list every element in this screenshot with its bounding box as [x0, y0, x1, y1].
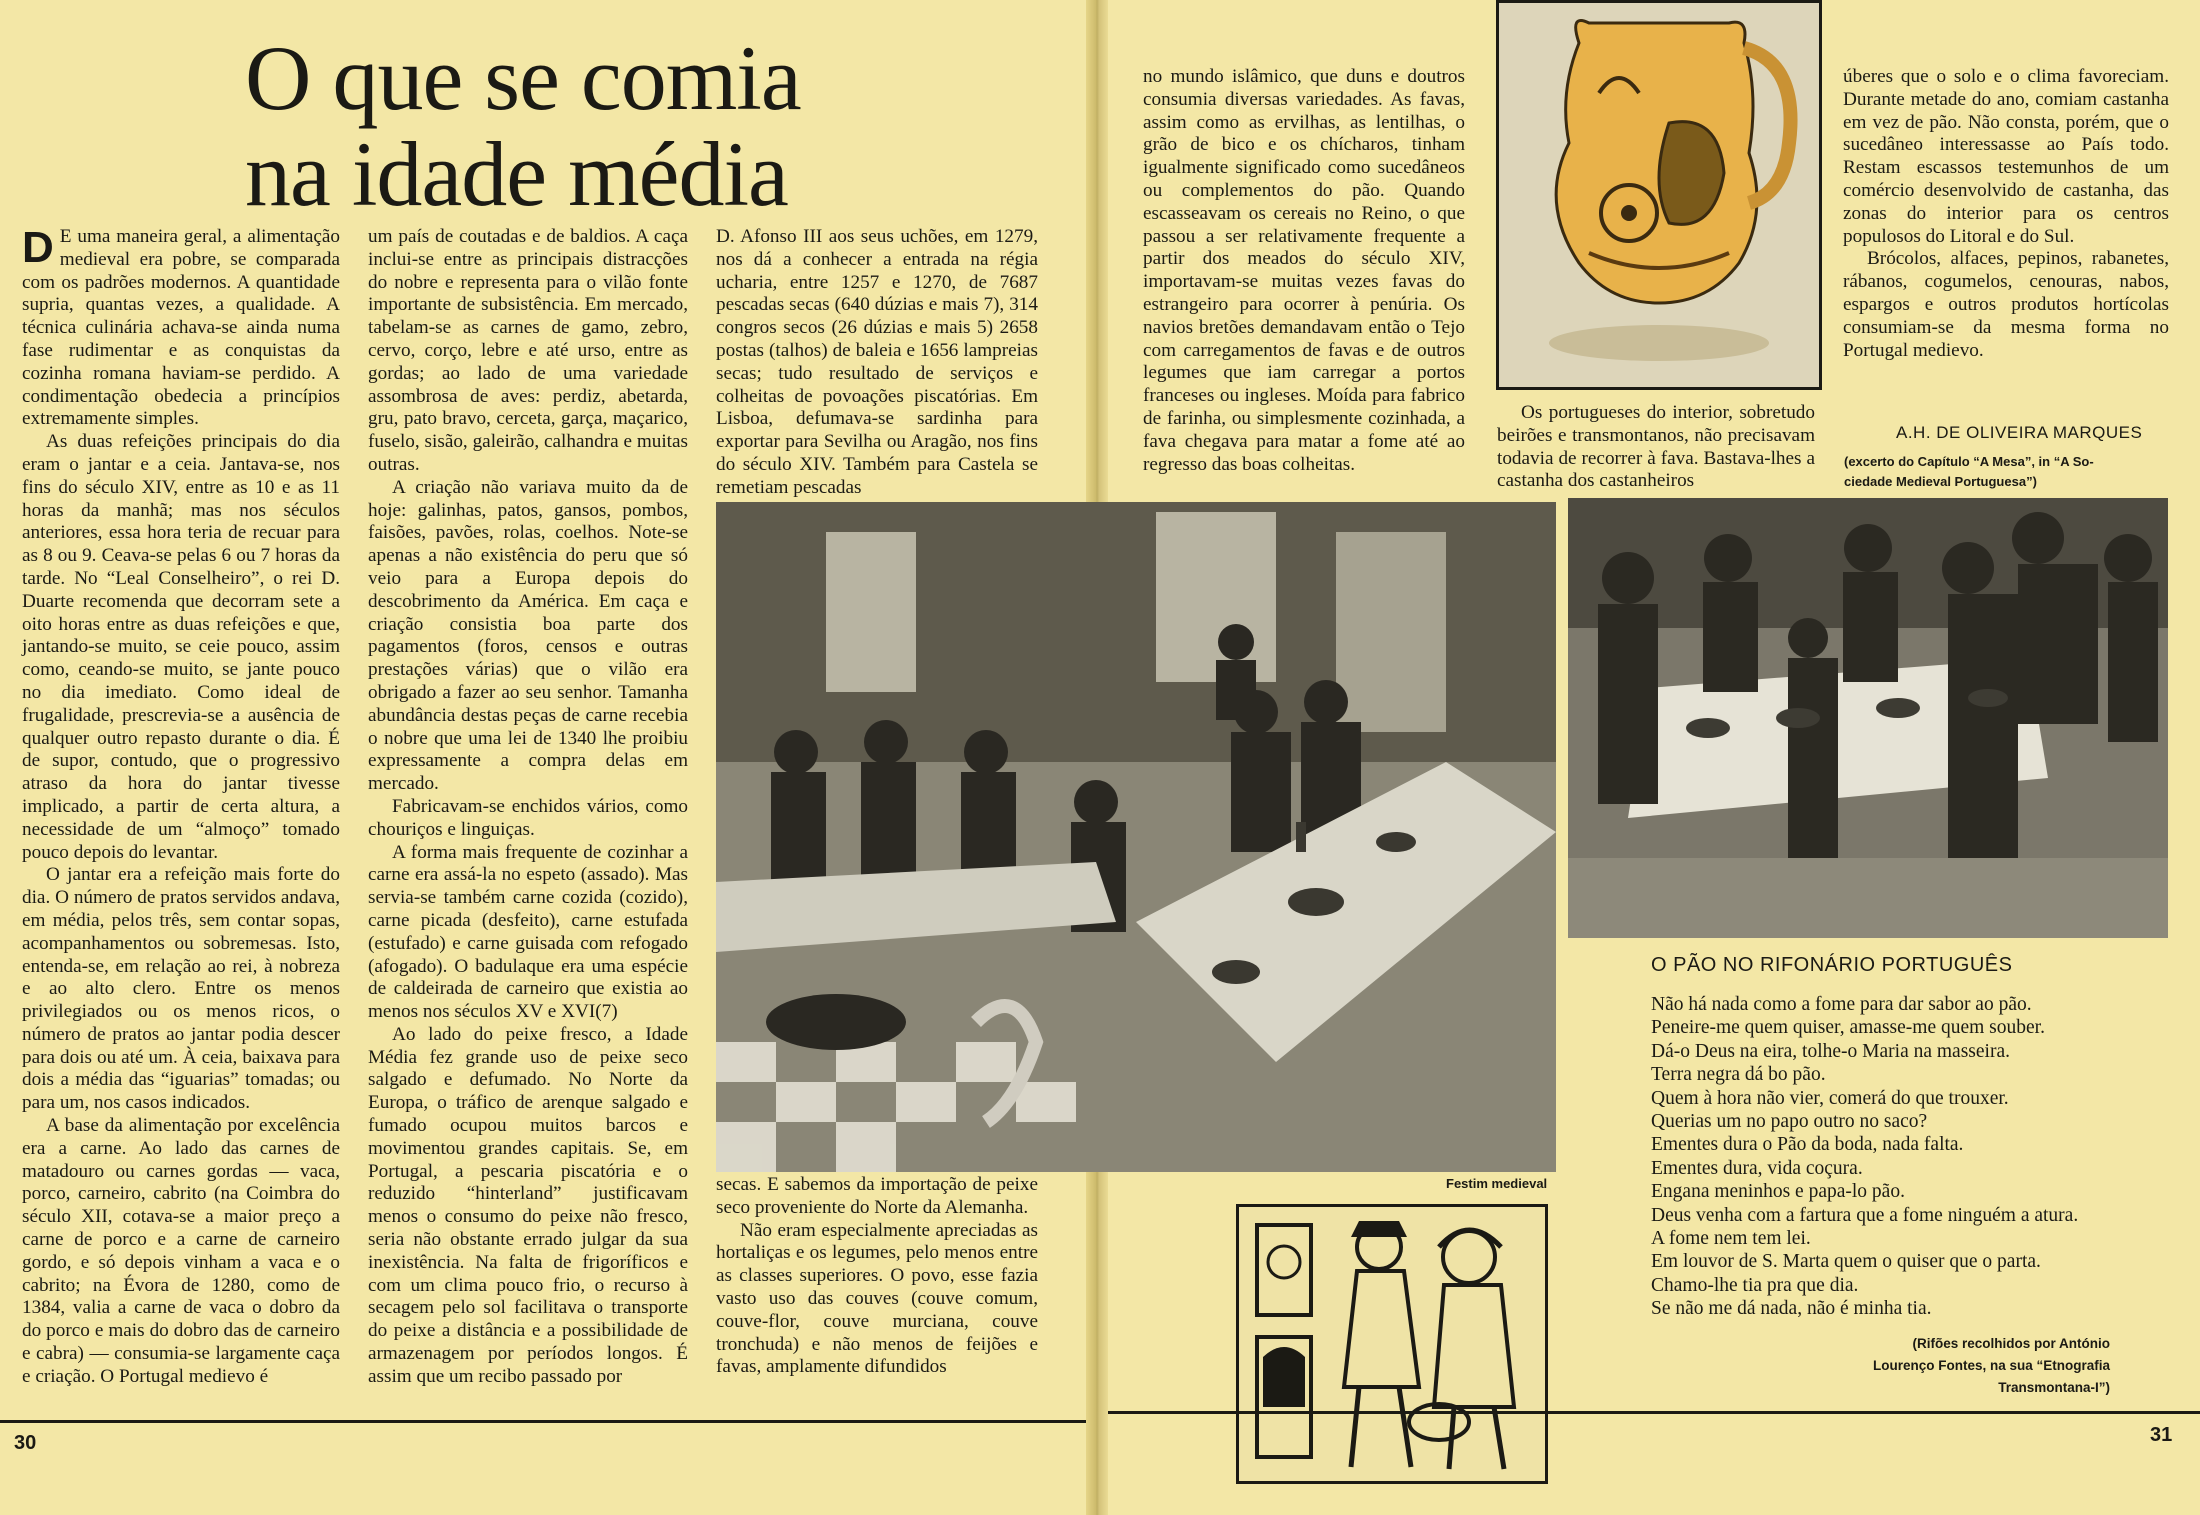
paragraph: Não eram especialmente apreciadas as hortaliças e os legumes, pelo menos entre as classes superiores. O povo, esse fazia vasto uso das couves (couve comum, couve-flor, couve murciana, couve tronchuda) e não menos de feijões e favas, amplamente difundidos: [716, 1219, 1038, 1378]
page-number-left: 30: [14, 1432, 37, 1454]
proverbs-credit: (Rifões recolhidos por António Lourenço Fontes, na sua “Etnografia Transmontana-I”): [1872, 1336, 2110, 1395]
text-column-3-top: [716, 226, 1038, 498]
figure-caption: Festim medieval: [1446, 1176, 1548, 1191]
title-line-1: O que se comia: [245, 27, 801, 129]
paragraph: D. Afonso III aos seus uchões, em 1279, nos dá a conhecer a entrada na régia ucharia, entre 1257 e 1270, de 7687 pescadas secas (640 dúzias e mais 7), 314 congros secos (26 dúzias e mais 5) 2658 postas (talhos) de baleia e 1656 lampreias secas; tudo resultado de serviços e colheitas de povoações piscatórias. Em Lisboa, defumava-se sardinha para exportar para Sevilha ou Aragão, nos fins do século XIV. Também para Castela se remetiam pescadas: [716, 226, 1038, 498]
drop-cap: D: [22, 223, 54, 272]
proverb-item: Dá-o Deus na eira, tolhe-o Maria na masseira.: [1651, 1040, 2010, 1062]
excerpt-note: (excerto do Capítulo “A Mesa”, in “A So- ciedade Medieval Portuguesa”): [1844, 454, 2094, 489]
bottom-rule-right: [1108, 1411, 2200, 1414]
paragraph: úberes que o solo e o clima favoreciam. Durante metade do ano, comiam castanha em vez de pão. Não consta, porém, que o sucedâneo interessasse ao País todo. Restam escassos testemunhos de um comércio desenvolvido de castanha, das zonas do interior para os centros populosos do Litoral e do Sul.: [1843, 66, 2169, 247]
proverb-item: Não há nada como a fome para dar sabor ao pão.: [1651, 994, 2032, 1015]
text-column-5: [1497, 402, 1815, 498]
paragraph: A criação não variava muito da de hoje: galinhas, patos, gansos, pombos, faisões, pavões, rolas, coelhos. Note-se apenas a não existência do peru que só veio para a Europa depois do descobrimento da América. Em caça e criação consistia boa parte dos pagamentos (foros, censos e outras prestações várias) que o vilão era obrigado a fazer ao seu senhor. Tamanha abundância destas peças de carne recebia o nobre que uma lei de 1340 lhe proibiu expressamente a compra delas em mercado.: [368, 476, 688, 795]
proverb-item: Chamo-lhe tia pra que dia.: [1651, 1274, 1859, 1296]
proverb-item: Deus venha com a fartura que a fome ninguém a atura.: [1651, 1204, 2079, 1226]
author-name: A.H. DE OLIVEIRA MARQUES: [1896, 423, 2143, 442]
paragraph: A forma mais frequente de cozinhar a carne era assá-la no espeto (assado). Mas servia-se também carne cozida (cozido), carne picada (desfeito), carne estufada (estufado) e carne guisada com refogado (afogado). O badulaque era uma espécie de caldeirada de carneiro que existia ao menos nos séculos XV e XVI(7): [368, 841, 688, 1023]
article-title: [245, 27, 965, 225]
paragraph: D E uma maneira geral, a alimentação medieval era pobre, se comparada com os padrões modernos. A quantidade supria, quantas vezes, a qualidade. A técnica culinária achava-se ainda numa fase rudimentar e as conquistas da cozinha romana haviam-se perdido. A condimentação obedecia a princípios extremamente simples.: [22, 223, 340, 430]
woodcut-illustration: [1236, 1204, 1548, 1484]
proverb-item: Ementes dura, vida coçura.: [1651, 1157, 1863, 1179]
proverb-item: Peneire-me quem quiser, amasse-me quem souber.: [1651, 1017, 2045, 1039]
jug-photo: [1496, 0, 1822, 390]
proverb-item: Engana meninhos e papa-lo pão.: [1651, 1181, 1905, 1203]
paragraph: A base da alimentação por excelência era a carne. Ao lado das carnes de matadouro ou carnes gordas — vaca, porco, carneiro, cabrito (na Coimbra do século XII, cotava-se a maior preço a carne de porco e a carne de carneiro gordo, e só depois vinham a vaca e o cabrito; na Évora de 1280, como de 1384, valia a carne de vaca o dobro da do porco e mais do dobro das de carneiro e cabra) — consumia-se largamente caça e criação. O Portugal medievo é: [22, 1115, 340, 1387]
banquet-illustration: [1568, 498, 2168, 938]
paragraph: Fabricavam-se enchidos vários, como chouriços e linguiças.: [368, 795, 688, 840]
proverbs-list: [1651, 993, 2171, 1321]
section-heading: O PÃO NO RIFONÁRIO PORTUGUÊS: [1651, 954, 2013, 976]
paragraph: um país de coutadas e de baldios. A caça inclui-se entre as principais distracções do nobre e representa para o vilão fonte importante de subsistência. Em mercado, tabelam-se as carnes de gamo, zebro, cervo, corço, lebre e até urso, entre as gordas; ao lado de uma variedade assombrosa de aves: perdiz, abetarda, gru, pato bravo, cerceta, garça, maçarico, fuselo, sisão, galeirão, calhandra e muitas outras.: [368, 226, 688, 475]
proverb-item: Ementes dura o Pão da boda, nada falta.: [1651, 1134, 1964, 1156]
proverb-item: Em louvor de S. Marta quem o quiser que o parta.: [1651, 1251, 2041, 1273]
paragraph: no mundo islâmico, que duns e doutros consumia diversas variedades. As favas, assim como as ervilhas, as lentilhas, o grão de bico e os chícharos, tinham igualmente significado como sucedâneos ou complementos do pão. Quando escasseavam os cereais no Reino, o que passou a ser relativamente frequente a partir dos meados do século XIV, importavam-se muitas vezes favas do estrangeiro para ocorrer à penúria. Os navios bretões demandavam então o Tejo com carregamentos de favas e de outros legumes que iam carregar a portos franceses ou ingleses. Moída para fabrico de farinha, ou simplesmente cozinhada, a fava chegava para matar a fome até ao regresso das boas colheitas.: [1143, 66, 1465, 475]
bottom-rule-left: [0, 1420, 1086, 1423]
proverb-item: Querias um no papo outro no saco?: [1651, 1111, 1928, 1133]
text-column-3-bottom: [716, 1174, 1038, 1379]
paragraph: As duas refeições principais do dia eram o jantar e a ceia. Jantava-se, nos fins do século XIV, entre as 10 e as 11 horas da manhã; mas nos séculos anteriores, essa hora teria de recuar para as 8 ou 9. Ceava-se pelas 6 ou 7 horas da tarde. No “Leal Conselheiro”, o rei D. Duarte recomenda que decorram sete a oito horas entre as duas refeições e que, jantando-se muito, se ceie pouco, assim como, ceando-se muito, se jante pouco no dia imediato. Como ideal de frugalidade, prescrevia-se a ausência de qualquer outro repasto durante o dia. É de supor, contudo, que o progressivo atraso da hora do jantar tivesse implicado, a partir de certa altura, a necessidade de um “almoço” tomado pouco depois do levantar.: [22, 431, 340, 863]
text-column-2: [368, 226, 688, 1389]
text-column-4: [1143, 66, 1465, 496]
paragraph: Os portugueses do interior, sobretudo beirões e transmontanos, não precisavam todavia de recorrer à fava. Bastava-lhes a castanha dos castanheiros: [1497, 402, 1815, 492]
text-column-6: [1843, 66, 2169, 362]
paragraph: secas. E sabemos da importação de peixe seco proveniente do Norte da Alemanha.: [716, 1174, 1038, 1218]
feast-painting: [716, 502, 1556, 1172]
proverb-item: Terra negra dá bo pão.: [1651, 1064, 1826, 1086]
woodcut-drawing: [1239, 1207, 1545, 1481]
paragraph: O jantar era a refeição mais forte do dia. O número de pratos servidos andava, em média, pelos três, sem contar sopas, acompanhamentos ou sobremesas. Isto, entenda-se, em relação ao rei, à nobreza e ao alto clero. Entre os menos privilegiados ou os menos ricos, o número de pratos ao jantar podia descer para dois ou até um. À ceia, baixava para dois a média das “iguarias” tomadas; ou para um, nos casos indicados.: [22, 864, 340, 1114]
proverb-item: A fome nem tem lei.: [1651, 1228, 1811, 1250]
feast-painting-right: [1568, 498, 2168, 938]
proverb-item: Se não me dá nada, não é minha tia.: [1651, 1298, 1932, 1320]
feast-illustration: [716, 502, 1556, 1172]
proverb-item: Quem à hora não vier, comerá do que trouxer.: [1651, 1087, 2009, 1109]
jug-illustration: [1499, 3, 1819, 387]
text-column-1: [22, 223, 340, 1389]
page-number-right: 31: [2150, 1424, 2173, 1446]
paragraph: Ao lado do peixe fresco, a Idade Média fez grande uso de peixe seco salgado e defumado. No Norte da Europa, o tráfico de arenque salgado e fumado ocupou muitos barcos e movimentou grandes capitais. Se, em Portugal, a pescaria piscatória e o reduzido “hinterland” justificavam menos o consumo do peixe não fresco, seria não obstante errado julgar da sua inexistência. Na falta de frigoríficos e com um clima pouco frio, o recurso à secagem pelo sol facilitava o transporte do peixe a distância e a possibilidade de armazenagem por períodos longos. É assim que um recibo passado por: [368, 1023, 688, 1387]
title-line-2: na idade média: [245, 123, 788, 225]
paragraph: Brócolos, alfaces, pepinos, rabanetes, rábanos, cogumelos, cenouras, nabos, espargos e outros produtos hortícolas consumiam-se da mesma forma no Portugal medievo.: [1843, 248, 2169, 361]
